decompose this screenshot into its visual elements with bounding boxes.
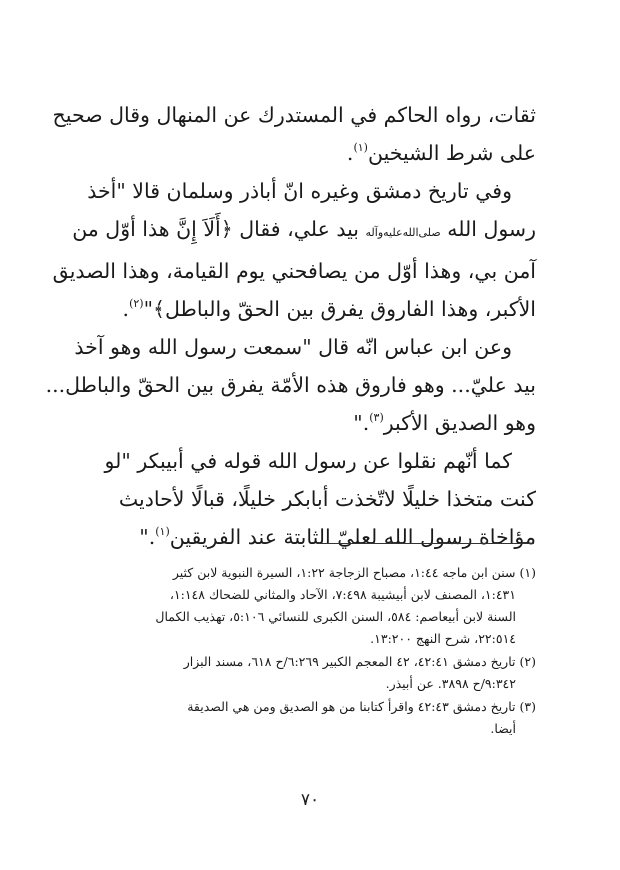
- paragraph-4: [100, 442, 536, 556]
- text-line: [100, 518, 536, 556]
- text-run: .: [346, 141, 354, 165]
- text-line: آمن بي، وهذا أوّل من يصافحني يوم القيامة، وهذا الصديق: [52, 259, 536, 283]
- text-line: [100, 404, 536, 442]
- paragraph-1: [52, 96, 536, 172]
- footnote-line: ١:٤٣١، المصنف لابن أبيشيبة ٧:٤٩٨، الآحاد والمثاني للضحاك ١:١٤٨،: [169, 587, 516, 602]
- footnote-ref[interactable]: (١): [353, 141, 368, 154]
- footnote-2: [100, 651, 536, 695]
- salutation: صلى‌الله‌عليه‌وآله: [365, 226, 441, 239]
- text-run: بيد علي، فقال ﴿أَلَاَ إِنَّ هذا أوّل من: [72, 217, 359, 241]
- text-run: .: [122, 297, 130, 321]
- footnote-number: (١): [519, 565, 536, 580]
- footnote-number: (٢): [519, 654, 536, 669]
- footnote-3: [100, 696, 536, 740]
- footnote-line: أيضا.: [490, 721, 516, 736]
- text-run: تاريخ دمشق ٤٢:٤٣ واقرأ كتابنا من هو الصديق ومن هي الصديقة: [187, 699, 516, 714]
- text-run: .": [139, 525, 156, 549]
- text-run: على شرط الشيخين: [367, 141, 536, 165]
- footnote-1: [100, 562, 536, 650]
- footnote-line: ٢٢:٥١٤، شرح النهج ١٣:٢٠٠.: [370, 631, 516, 646]
- text-line: [100, 134, 536, 172]
- footnotes: [100, 562, 536, 741]
- footnote-line: السنة لابن أبيعاصم: ٥٨٤، السنن الكبرى للنسائي ٥:١٠٦، تهذيب الكمال: [155, 609, 516, 624]
- footnote-line: [100, 562, 536, 584]
- footnote-ref[interactable]: (٣): [369, 411, 384, 424]
- footnote-line: [100, 651, 536, 673]
- text-line: ثقات، رواه الحاكم في المستدرك عن المنهال وقال صحيح: [52, 103, 536, 127]
- text-run: .": [353, 411, 370, 435]
- text-line: كما أنّهم نقلوا عن رسول الله قوله في أبيبكر "لو: [104, 449, 512, 473]
- page-number: ٧٠: [300, 790, 320, 810]
- footnote-ref[interactable]: (١): [155, 525, 170, 538]
- text-line: وفي تاريخ دمشق وغيره انّ أباذر وسلمان قالا "أخذ: [87, 179, 512, 203]
- paragraph-2: [52, 172, 536, 328]
- text-line: [100, 290, 536, 328]
- paragraph-3: [45, 328, 536, 442]
- text-run: سنن ابن ماجه ١:٤٤، مصباح الزجاجة ١:٢٢، السيرة النبوية لابن كثير: [172, 565, 516, 580]
- text-run: رسول الله: [447, 217, 536, 241]
- text-line: كنت متخذا خليلًا لاتّخذت أبابكر خليلًا، قبالًا لأحاديث: [118, 487, 536, 511]
- main-text: [45, 96, 536, 556]
- footnote-ref[interactable]: (٢): [129, 297, 144, 310]
- text-line: [72, 210, 536, 252]
- text-run: وهو الصديق الأكبر: [383, 411, 536, 435]
- footnote-line: ٩:٣٤٢/ح ٣٨٩٨. عن أبيذر.: [385, 676, 516, 691]
- text-run: مؤاخاة رسول الله لعليّ الثابتة عند الفريقين: [169, 525, 536, 549]
- footnote-line: [100, 696, 536, 718]
- text-run: تاريخ دمشق ٤٢:٤١، ٤٢ المعجم الكبير ٦:٢٦٩/ح ٦١٨، مسند البزار: [183, 654, 516, 669]
- footnote-divider: [318, 543, 534, 544]
- text-run: الأكبر، وهذا الفاروق يفرق بين الحقّ والباطل﴾": [143, 297, 536, 321]
- text-line: وعن ابن عباس انّه قال "سمعت رسول الله وهو آخذ: [74, 335, 512, 359]
- footnote-number: (٣): [519, 699, 536, 714]
- text-line: بيد عليّ... وهو فاروق هذه الأمّة يفرق بين الحقّ والباطل...: [45, 373, 536, 397]
